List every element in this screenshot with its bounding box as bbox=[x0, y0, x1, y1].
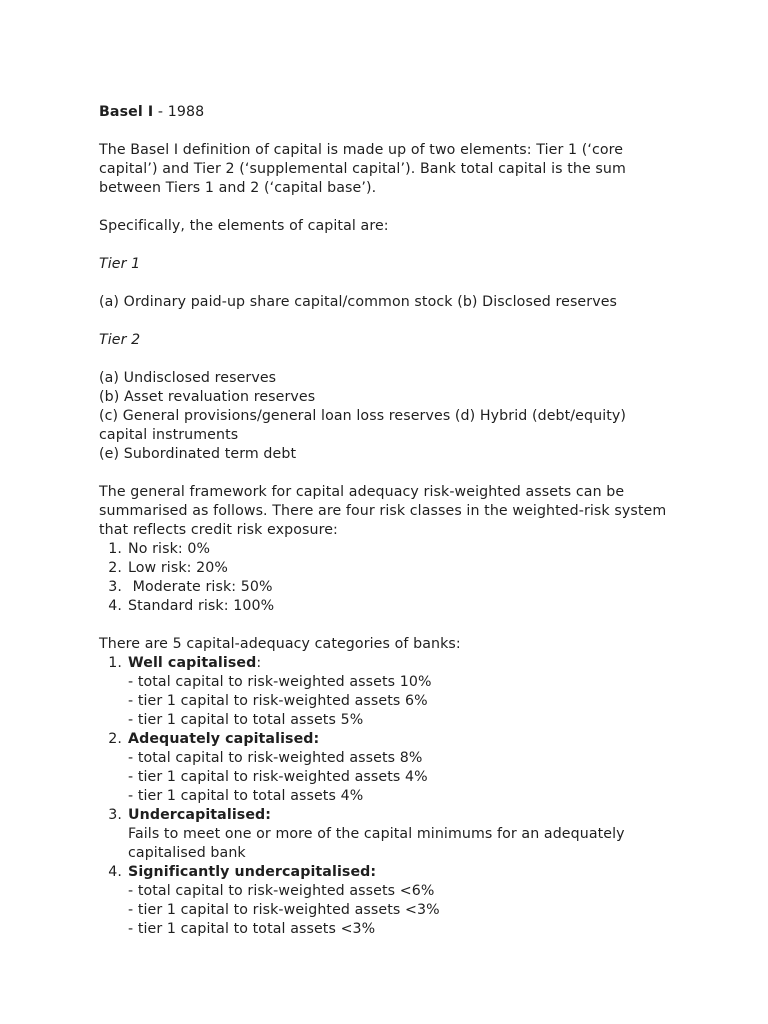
list-number: 1. bbox=[108, 541, 122, 557]
document-page bbox=[99, 103, 699, 939]
list-number: 4. bbox=[108, 864, 122, 880]
intro-line: capital’) and Tier 2 (‘supplemental capital’). Bank total capital is the sum bbox=[99, 161, 626, 177]
category-title-suffix: : bbox=[256, 655, 262, 671]
category-title: Undercapitalised: bbox=[128, 807, 272, 823]
tier2-line: (e) Subordinated term debt bbox=[99, 446, 297, 462]
categories-intro: There are 5 capital-adequacy categories of banks: bbox=[99, 636, 461, 652]
intro-paragraph bbox=[99, 141, 699, 198]
list-item-text: Moderate risk: 50% bbox=[128, 579, 273, 595]
elements-intro: Specifically, the elements of capital are: bbox=[99, 218, 389, 234]
list-number: 1. bbox=[108, 655, 122, 671]
list-item-text: Standard risk: 100% bbox=[128, 598, 275, 614]
list-item bbox=[99, 559, 699, 578]
intro-line: The Basel I definition of capital is made up of two elements: Tier 1 (‘core bbox=[99, 142, 624, 158]
capital-categories-list bbox=[99, 654, 699, 939]
list-item bbox=[99, 597, 699, 616]
category-line: - tier 1 capital to total assets 4% bbox=[128, 788, 364, 804]
tier2-label: Tier 2 bbox=[99, 332, 141, 348]
list-number: 4. bbox=[108, 598, 122, 614]
list-number: 3. bbox=[108, 579, 122, 595]
category-title: Adequately capitalised: bbox=[128, 731, 320, 747]
list-item bbox=[99, 540, 699, 559]
list-item bbox=[99, 863, 699, 939]
category-line: - total capital to risk-weighted assets 8% bbox=[128, 750, 423, 766]
list-item bbox=[99, 806, 699, 863]
list-number: 3. bbox=[108, 807, 122, 823]
category-line: - total capital to risk-weighted assets 10% bbox=[128, 674, 432, 690]
tier2-line: (c) General provisions/general loan loss reserves (d) Hybrid (debt/equity) bbox=[99, 408, 627, 424]
tier2-line: capital instruments bbox=[99, 427, 239, 443]
framework-paragraph bbox=[99, 483, 699, 540]
category-line: - tier 1 capital to total assets <3% bbox=[128, 921, 376, 937]
framework-line: The general framework for capital adequacy risk-weighted assets can be bbox=[99, 484, 625, 500]
category-line: Fails to meet one or more of the capital minimums for an adequately bbox=[128, 826, 625, 842]
document-heading bbox=[99, 103, 699, 122]
category-line: - total capital to risk-weighted assets <6% bbox=[128, 883, 435, 899]
category-line: capitalised bank bbox=[128, 845, 246, 861]
list-item bbox=[99, 654, 699, 730]
category-line: - tier 1 capital to risk-weighted assets 6% bbox=[128, 693, 428, 709]
list-number: 2. bbox=[108, 731, 122, 747]
list-item-text: No risk: 0% bbox=[128, 541, 211, 557]
category-line: - tier 1 capital to risk-weighted assets <3% bbox=[128, 902, 440, 918]
category-title: Well capitalised bbox=[128, 655, 257, 671]
tier1-label: Tier 1 bbox=[99, 256, 141, 272]
heading-year: - 1988 bbox=[153, 104, 205, 120]
framework-line: summarised as follows. There are four risk classes in the weighted-risk system bbox=[99, 503, 667, 519]
heading-bold: Basel I bbox=[99, 104, 154, 120]
tier2-line: (b) Asset revaluation reserves bbox=[99, 389, 316, 405]
category-line: - tier 1 capital to total assets 5% bbox=[128, 712, 364, 728]
framework-line: that reflects credit risk exposure: bbox=[99, 522, 338, 538]
intro-line: between Tiers 1 and 2 (‘capital base’). bbox=[99, 180, 377, 196]
list-item bbox=[99, 578, 699, 597]
list-number: 2. bbox=[108, 560, 122, 576]
tier1-elements: (a) Ordinary paid-up share capital/common stock (b) Disclosed reserves bbox=[99, 294, 618, 310]
risk-classes-list bbox=[99, 540, 699, 616]
category-title: Significantly undercapitalised: bbox=[128, 864, 377, 880]
list-item bbox=[99, 730, 699, 806]
list-item-text: Low risk: 20% bbox=[128, 560, 228, 576]
tier2-line: (a) Undisclosed reserves bbox=[99, 370, 277, 386]
tier2-elements bbox=[99, 369, 699, 464]
category-line: - tier 1 capital to risk-weighted assets 4% bbox=[128, 769, 428, 785]
